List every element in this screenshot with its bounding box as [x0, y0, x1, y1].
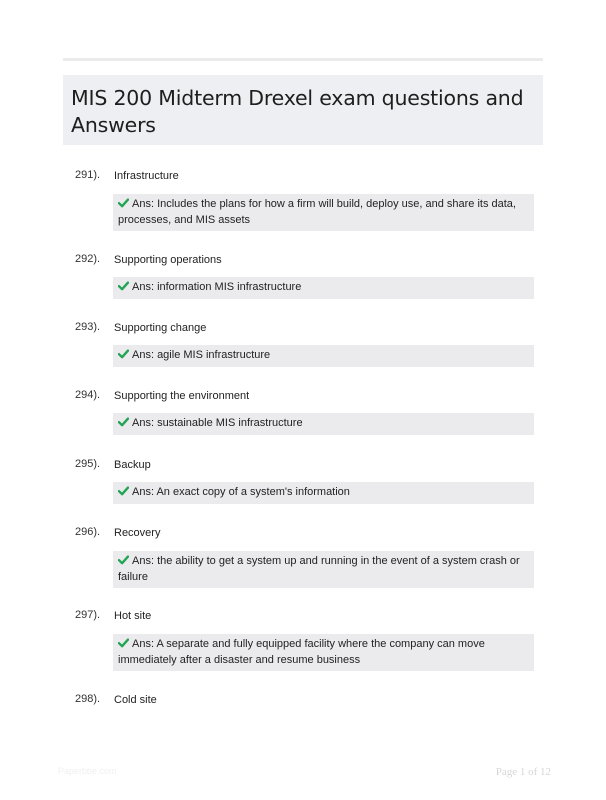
question-number: 293).	[75, 321, 101, 333]
footer-watermark: Paperbbe.com	[58, 766, 117, 776]
question-text: Backup	[114, 459, 151, 471]
question-text: Supporting change	[114, 322, 207, 334]
answer-box	[113, 551, 534, 588]
question-number: 292).	[75, 253, 101, 265]
question-number: 296).	[75, 526, 101, 538]
top-divider	[63, 58, 543, 61]
answer-text: Ans: agile MIS infrastructure	[132, 349, 271, 361]
check-icon	[118, 417, 129, 427]
check-icon	[118, 555, 129, 565]
answer-box	[113, 413, 534, 435]
answer-box	[113, 345, 534, 367]
title-banner	[63, 75, 543, 145]
question-number: 298).	[75, 693, 101, 705]
question-number: 294).	[75, 389, 101, 401]
answer-box	[113, 634, 534, 671]
question-number: 295).	[75, 458, 101, 470]
question-text: Infrastructure	[114, 170, 179, 182]
answer-box	[113, 482, 534, 504]
answer-text: Ans: Includes the plans for how a firm will build, deploy use, and share its data, processes, and MIS assets	[118, 198, 516, 226]
question-text: Hot site	[114, 610, 152, 622]
answer-text: Ans: the ability to get a system up and running in the event of a system crash or failure	[118, 555, 520, 583]
check-icon	[118, 486, 129, 496]
check-icon	[118, 198, 129, 208]
page-title: MIS 200 Midterm Drexel exam questions and Answers	[71, 86, 524, 137]
answer-text: Ans: sustainable MIS infrastructure	[132, 417, 303, 429]
answer-box	[113, 194, 534, 231]
answer-text: Ans: A separate and fully equipped facility where the company can move immediately after a disaster and resume business	[118, 638, 485, 666]
check-icon	[118, 349, 129, 359]
check-icon	[118, 281, 129, 291]
check-icon	[118, 638, 129, 648]
question-number: 297).	[75, 609, 101, 621]
question-text: Supporting operations	[114, 254, 222, 266]
question-number: 291).	[75, 169, 101, 181]
question-text: Cold site	[114, 694, 157, 706]
question-text: Recovery	[114, 527, 161, 539]
page-indicator: Page 1 of 12	[495, 766, 551, 778]
answer-box	[113, 277, 534, 299]
answer-text: Ans: An exact copy of a system's information	[132, 486, 350, 498]
answer-text: Ans: information MIS infrastructure	[132, 281, 302, 293]
question-text: Supporting the environment	[114, 390, 250, 402]
